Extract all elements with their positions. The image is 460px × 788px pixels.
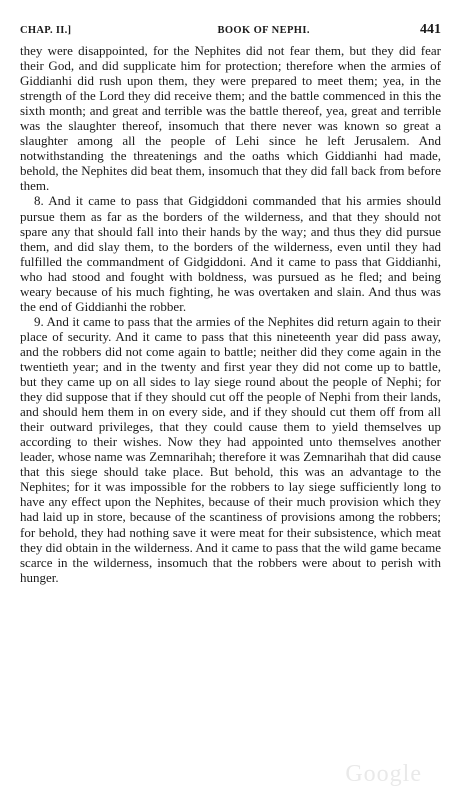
paragraph-verse-9: 9. And it came to pass that the armies of the Nephites did return again to their place of security. And it came to pass that this nineteenth year did pass away, and the robbers did not come again to battle; neither did they come again in the twentieth year; and in the twenty and first year they did not come up to battle, but they came up on all sides to lay siege round about the people of Nephi; for they did suppose that if they should cut off the people of Nephi from their lands, and should hem them in on every side, and if they should cut them off from all their outward privileges, that they could cause them to yield themselves up according to their wishes. Now they had appointed unto themselves another leader, whose name was Zemnarihah; therefore it was Zemnarihah that did cause that this siege should take place. But behold, this was an advantage to the Nephites; for it was impossible for the robbers to lay siege sufficiently long to have any effect upon the Nephites, because of their much provision which they had laid up in store, because of the scantiness of provisions among the robbers; for behold, they had nothing save it were meat for their subsistence, which meat they did obtain in the wilderness. And it came to pass that the wild game became scarce in the wilderness, insomuch that the robbers were about to perish with hunger. (20, 313, 441, 585)
paragraph-continuation: they were disappointed, for the Nephites did not fear them, but they did fear their God, and did supplicate him for protection; therefore when the armies of Giddianhi did rush upon them, they were prepared to meet them; yea, in the strength of the Lord they did receive them; and the battle commenced in this the sixth month; and great and terrible was the battle thereof, yea, great and terrible was the slaughter thereof, insomuch that there never was known so great a slaughter among all the people of Lehi since he left Jerusalem. And notwithstanding the threatenings and the oaths which Giddianhi had made, behold, the Nephites did beat them, insomuch that they did fall back from before them. (20, 43, 441, 194)
running-head (20, 22, 441, 40)
watermark: Google (345, 761, 422, 787)
paragraph-verse-8: 8. And it came to pass that Gidgiddoni commanded that his armies should pursue them as far as the borders of the wilderness, and that they should not spare any that should fall into their hands by the way; and thus they did pursue them, and did slay them, to the borders of the wilderness, even until they had fulfilled the commandment of Gidgiddoni. And it came to pass that Giddianhi, who had stood and fought with boldness, was pursued as he fled; and being weary because of his much fighting, he was overtaken and slain. And thus was the end of Giddianhi the robber. (20, 193, 441, 314)
body-text (20, 43, 441, 585)
page-number: 441 (419, 22, 441, 37)
book-title: BOOK OF NEPHI. (217, 25, 310, 36)
chapter-label: CHAP. II.] (20, 25, 72, 36)
book-page (20, 22, 441, 585)
